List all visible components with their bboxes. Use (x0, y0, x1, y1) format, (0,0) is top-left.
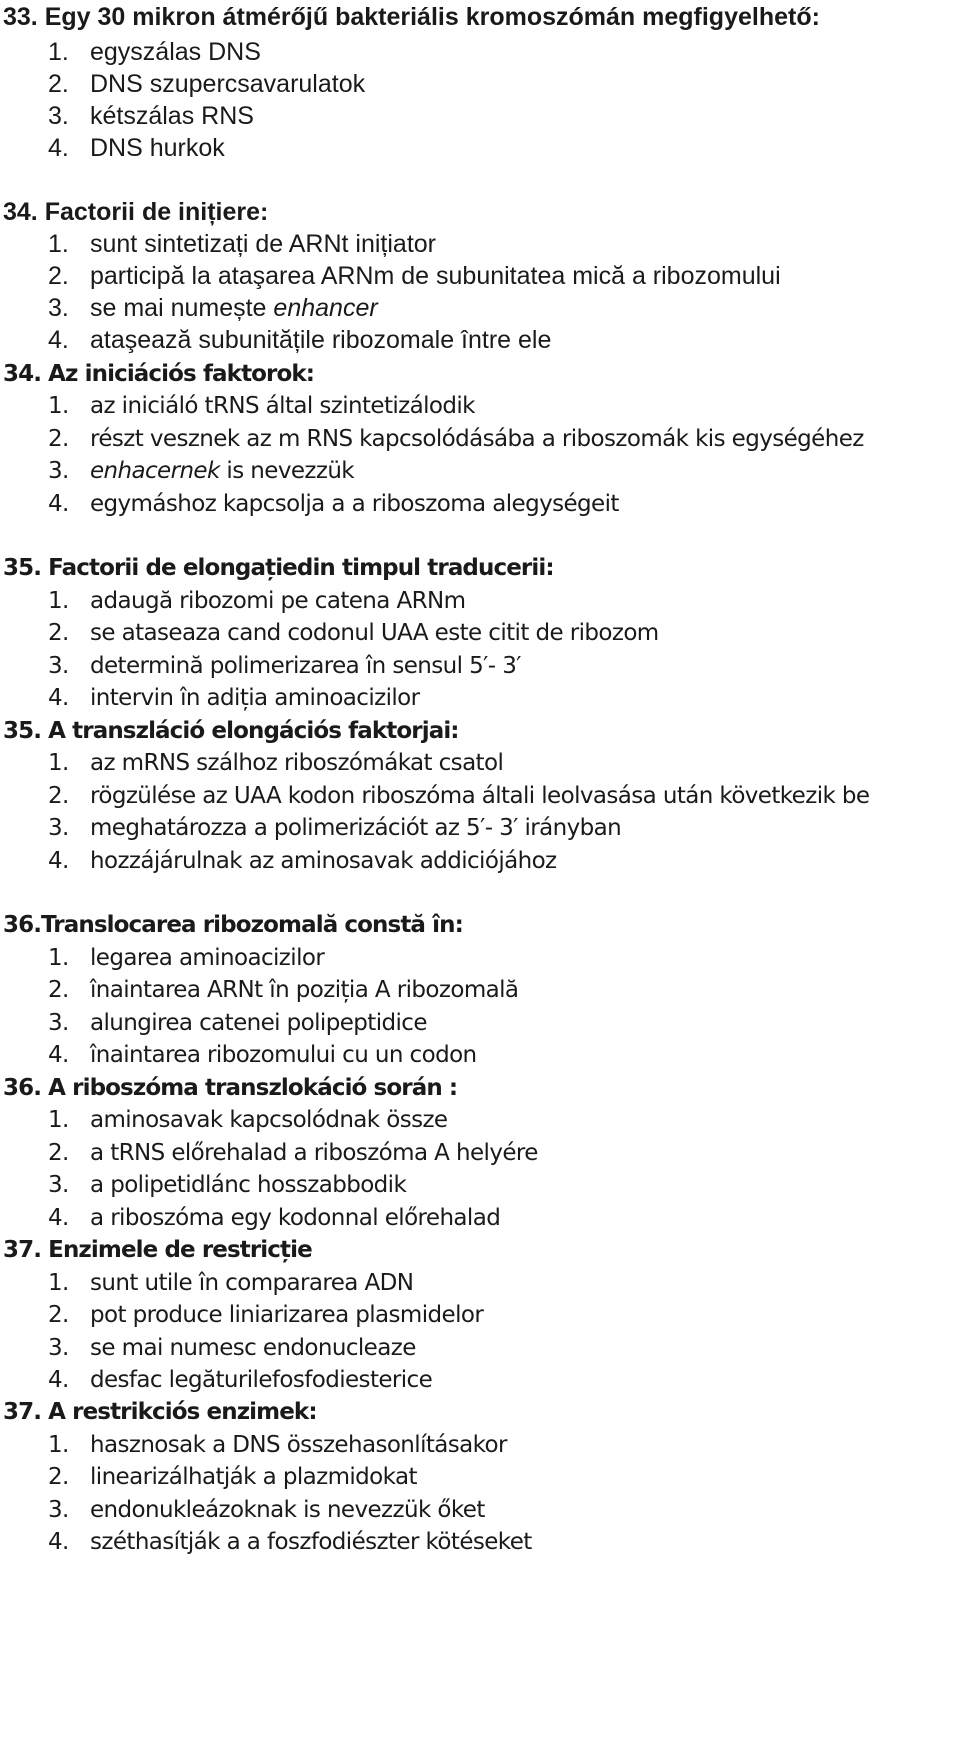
option-item (48, 1167, 406, 1203)
option-number: 3. (48, 294, 69, 322)
option-text: sunt utile în compararea ADN (90, 1270, 414, 1296)
option-text: înaintarea ARNt în poziția A ribozomală (90, 977, 519, 1003)
option-number: 2. (48, 1140, 69, 1166)
option-item (48, 1524, 532, 1560)
question-heading: 34. Factorii de inițiere: (3, 198, 269, 226)
option-text: linearizálhatják a plazmidokat (90, 1464, 417, 1490)
question-heading: 37. Enzimele de restricție (3, 1237, 312, 1263)
option-text: înaintarea ribozomului cu un codon (90, 1042, 477, 1068)
option-item (48, 940, 324, 976)
option-text: endonukleázoknak is nevezzük őket (90, 1497, 485, 1523)
option-item (48, 34, 261, 70)
option-item (48, 810, 621, 846)
option-text (90, 294, 378, 322)
option-text: részt vesznek az m RNS kapcsolódásába a riboszomák kis egységéhez (90, 426, 864, 452)
option-number: 4. (48, 1529, 69, 1555)
question-heading: 35. A transzláció elongációs faktorjai: (3, 718, 459, 744)
question-heading: 36. A riboszóma transzlokáció során : (3, 1075, 458, 1101)
option-item (48, 648, 521, 684)
option-text-emphasis: enhancer (273, 294, 378, 322)
option-number: 4. (48, 1205, 69, 1231)
option-number: 4. (48, 1042, 69, 1068)
option-text: determină polimerizarea în sensul 5′- 3′ (90, 653, 521, 679)
option-text: széthasítják a a foszfodiészter kötéseket (90, 1529, 532, 1555)
option-text: aminosavak kapcsolódnak össze (90, 1107, 448, 1133)
option-number: 4. (48, 326, 69, 354)
option-text: a tRNS előrehalad a riboszóma A helyére (90, 1140, 538, 1166)
option-text: rögzülése az UAA kodon riboszóma általi leolvasása után következik be (90, 783, 870, 809)
option-text: egyszálas DNS (90, 38, 261, 66)
option-number: 2. (48, 977, 69, 1003)
option-number: 2. (48, 620, 69, 646)
option-number: 4. (48, 134, 69, 162)
option-number: 1. (48, 1270, 69, 1296)
option-item (48, 1330, 416, 1366)
option-number: 4. (48, 848, 69, 874)
option-text-part: se mai numește (90, 294, 274, 322)
option-item (48, 1362, 432, 1398)
option-item (48, 583, 465, 619)
option-number: 3. (48, 653, 69, 679)
option-item (48, 1492, 485, 1528)
option-text: adaugă ribozomi pe catena ARNm (90, 588, 466, 614)
question-heading: 34. Az iniciációs faktorok: (3, 361, 315, 387)
option-text (90, 458, 354, 484)
option-item (48, 778, 869, 814)
option-number: 3. (48, 815, 69, 841)
question-heading: 35. Factorii de elongațiedin timpul traducerii: (3, 555, 554, 581)
option-text: az iniciáló tRNS által szintetizálodik (90, 393, 475, 419)
option-item (48, 421, 864, 457)
option-item (48, 1135, 538, 1171)
option-number: 3. (48, 1172, 69, 1198)
option-item (48, 615, 659, 651)
option-text: meghatározza a polimerizációt az 5′- 3′ irányban (90, 815, 622, 841)
option-item (48, 680, 420, 716)
option-text-part: is nevezzük (219, 458, 355, 484)
option-text: ataşează subunitățile ribozomale între ele (90, 326, 552, 354)
option-item (48, 1427, 507, 1463)
option-item (48, 972, 518, 1008)
option-text: a riboszóma egy kodonnal előrehalad (90, 1205, 501, 1231)
option-number: 2. (48, 1302, 69, 1328)
option-item (48, 388, 475, 424)
option-item (48, 226, 436, 262)
option-text: DNS hurkok (90, 134, 225, 162)
option-item (48, 130, 225, 166)
option-number: 1. (48, 38, 69, 66)
option-text: alungirea catenei polipeptidice (90, 1010, 427, 1036)
option-item (48, 486, 619, 522)
option-text: sunt sintetizați de ARNt inițiator (90, 230, 436, 258)
option-text: intervin în adiția aminoacizilor (90, 685, 420, 711)
option-number: 1. (48, 1432, 69, 1458)
option-text: a polipetidlánc hosszabbodik (90, 1172, 407, 1198)
option-number: 4. (48, 685, 69, 711)
option-number: 3. (48, 458, 69, 484)
option-number: 1. (48, 588, 69, 614)
option-text-emphasis: enhacernek (90, 458, 220, 484)
option-item (48, 843, 557, 879)
option-number: 3. (48, 1335, 69, 1361)
option-number: 2. (48, 1464, 69, 1490)
option-number: 1. (48, 393, 69, 419)
option-item (48, 453, 354, 489)
option-item (48, 745, 503, 781)
option-item (48, 1005, 427, 1041)
option-number: 3. (48, 1010, 69, 1036)
option-text: pot produce liniarizarea plasmidelor (90, 1302, 484, 1328)
option-text: desfac legăturilefosfodiesterice (90, 1367, 433, 1393)
option-item (48, 1102, 448, 1138)
option-text: DNS szupercsavarulatok (90, 70, 366, 98)
option-number: 2. (48, 70, 69, 98)
option-item (48, 1037, 477, 1073)
option-item (48, 1297, 483, 1333)
option-item (48, 66, 365, 102)
option-text: se ataseaza cand codonul UAA este citit de ribozom (90, 620, 659, 646)
option-item (48, 322, 551, 358)
option-text: egymáshoz kapcsolja a a riboszoma alegységeit (90, 491, 619, 517)
option-text: az mRNS szálhoz riboszómákat csatol (90, 750, 504, 776)
option-text: hasznosak a DNS összehasonlításakor (90, 1432, 507, 1458)
option-number: 4. (48, 491, 69, 517)
option-number: 3. (48, 102, 69, 130)
question-heading: 37. A restrikciós enzimek: (3, 1399, 317, 1425)
option-number: 2. (48, 783, 69, 809)
option-number: 1. (48, 945, 69, 971)
option-text: se mai numesc endonucleaze (90, 1335, 416, 1361)
option-item (48, 98, 254, 134)
option-text: participă la ataşarea ARNm de subunitatea mică a ribozomului (90, 262, 781, 290)
question-heading: 36.Translocarea ribozomală constă în: (3, 912, 463, 938)
option-number: 1. (48, 1107, 69, 1133)
option-number: 1. (48, 750, 69, 776)
option-number: 3. (48, 1497, 69, 1523)
option-item (48, 1459, 417, 1495)
option-number: 4. (48, 1367, 69, 1393)
option-item (48, 290, 378, 326)
option-item (48, 1200, 500, 1236)
option-number: 1. (48, 230, 69, 258)
option-item (48, 1265, 413, 1301)
option-item (48, 258, 781, 294)
question-heading: 33. Egy 30 mikron átmérőjű bakteriális kromoszómán megfigyelhető: (3, 3, 820, 31)
option-number: 2. (48, 426, 69, 452)
option-text: legarea aminoacizilor (90, 945, 325, 971)
option-number: 2. (48, 262, 69, 290)
option-text: kétszálas RNS (90, 102, 254, 130)
option-text: hozzájárulnak az aminosavak addiciójához (90, 848, 557, 874)
